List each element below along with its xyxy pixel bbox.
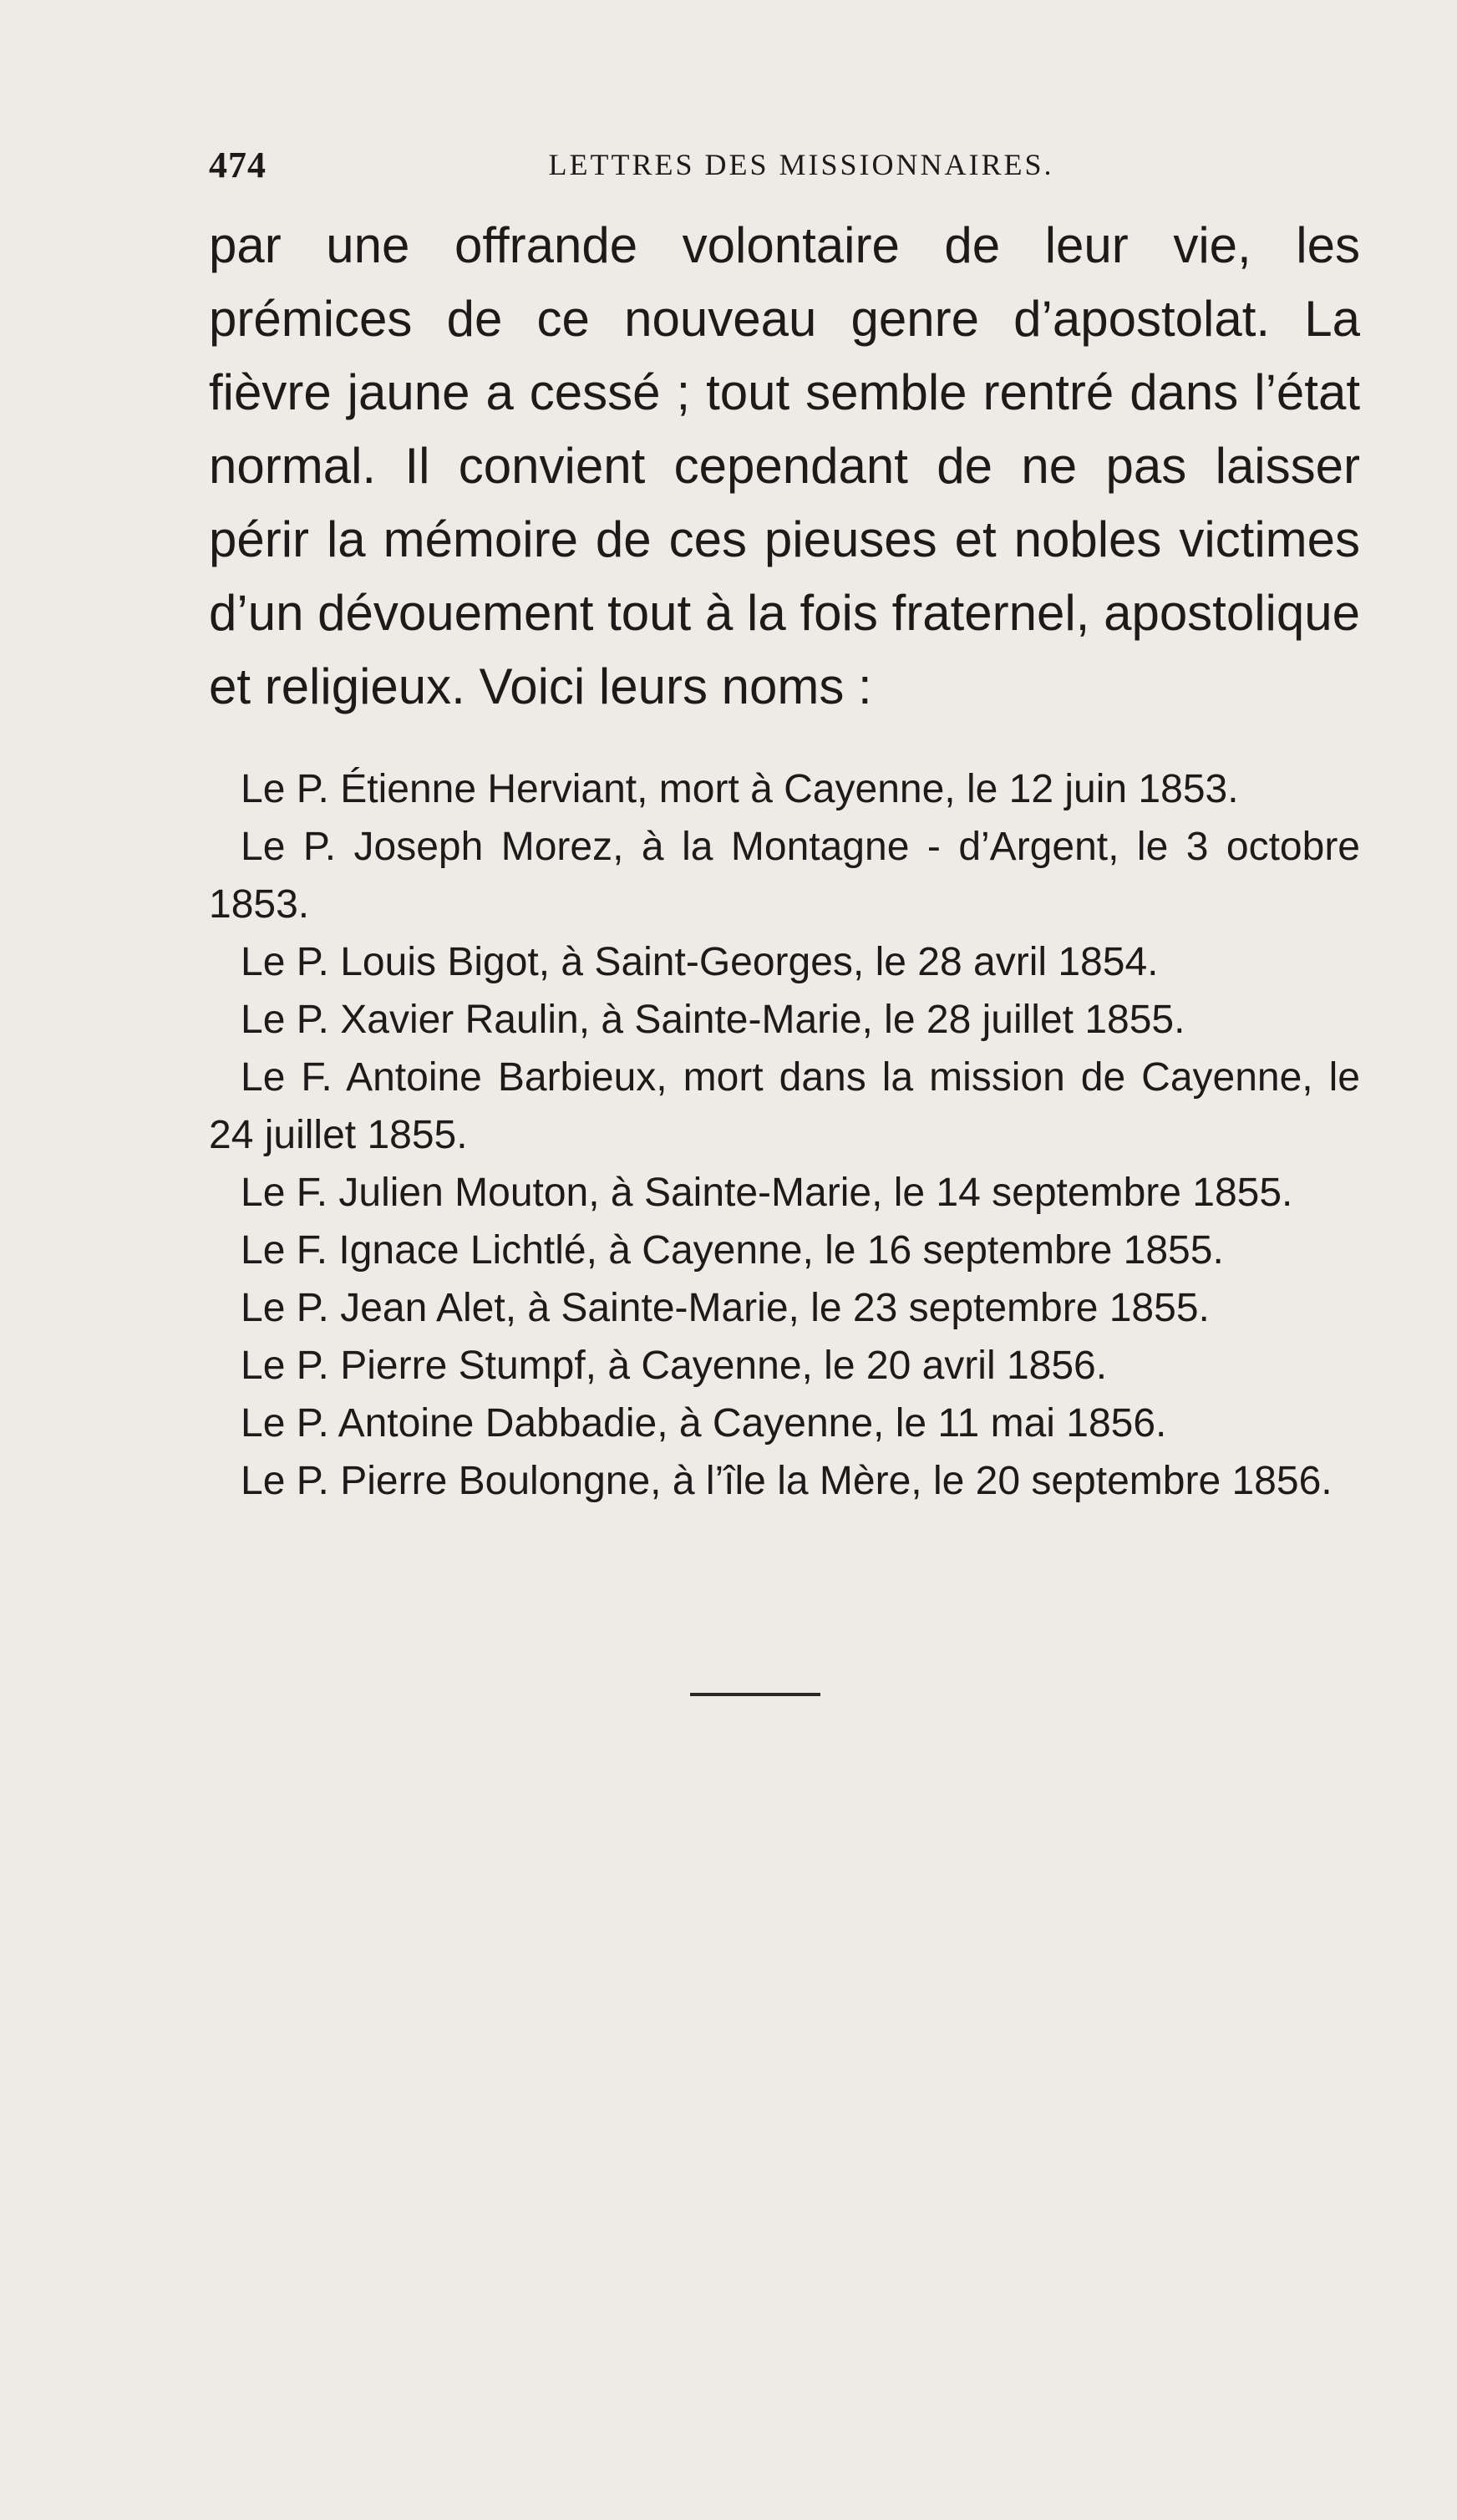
list-item: Le P. Xavier Raulin, à Sainte-Marie, le 28 juillet 1855. bbox=[241, 998, 1185, 1042]
list-item: Le P. Étienne Herviant, mort à Cayenne, le 12 juin 1853. bbox=[241, 767, 1239, 811]
list-item: Le P. Joseph Morez, à la Montagne - d’Argent, le 3 octobre 1853. bbox=[209, 825, 1360, 927]
page-number: 474 bbox=[209, 145, 267, 185]
list-item: Le P. Jean Alet, à Sainte-Marie, le 23 septembre 1855. bbox=[241, 1286, 1210, 1330]
list-item: Le P. Pierre Stumpf, à Cayenne, le 20 avril 1856. bbox=[241, 1344, 1108, 1388]
list-item: Le F. Antoine Barbieux, mort dans la mission de Cayenne, le 24 juillet 1855. bbox=[209, 1055, 1360, 1157]
list-item: Le P. Antoine Dabbadie, à Cayenne, le 11 mai 1856. bbox=[241, 1401, 1167, 1445]
list-item: Le F. Ignace Lichtlé, à Cayenne, le 16 septembre 1855. bbox=[241, 1228, 1224, 1273]
list-item: Le F. Julien Mouton, à Sainte-Marie, le 14 septembre 1855. bbox=[241, 1171, 1293, 1215]
body-paragraph: par une offrande volontaire de leur vie, les prémices de ce nouveau genre d’apostolat. La fièvre jaune a cessé ; tout semble rentré dans l’état normal. Il convient cependant de ne pas laisser périr la mémoire de ces pieuses et nobles victimes d’un dévouement tout à la fois fraternel, apostolique et religieux. Voici leurs noms : bbox=[209, 217, 1360, 714]
victims-list bbox=[209, 760, 1360, 1510]
running-title: LETTRES DES MISSIONNAIRES. bbox=[548, 148, 1054, 181]
list-item: Le P. Louis Bigot, à Saint-Georges, le 28 avril 1854. bbox=[241, 940, 1159, 984]
closing-rule bbox=[690, 1693, 820, 1696]
list-item: Le P. Pierre Boulongne, à l’île la Mère, le 20 septembre 1856. bbox=[241, 1459, 1333, 1503]
page-header bbox=[209, 144, 1360, 194]
